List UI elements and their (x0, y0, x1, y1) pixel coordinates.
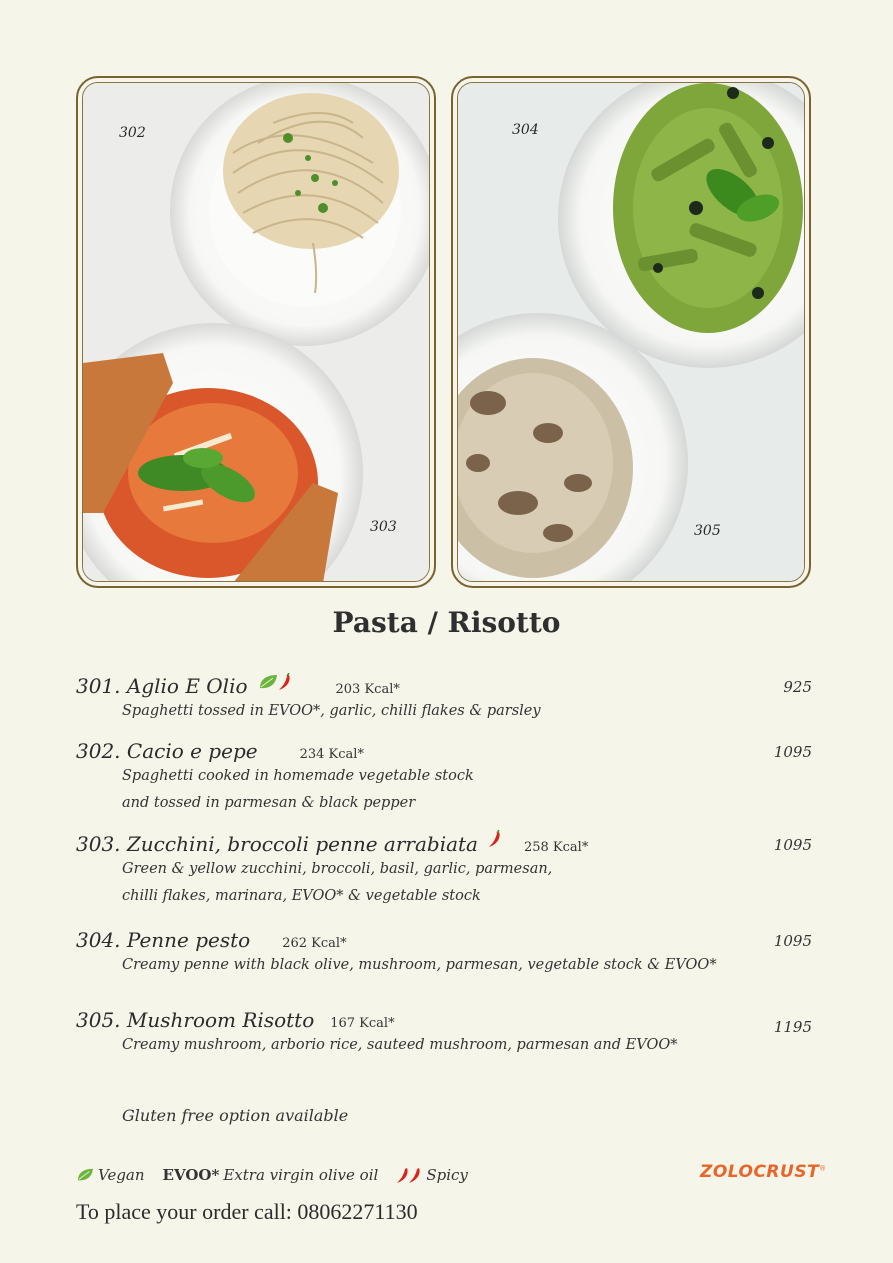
item-name: 302. Cacio e pepe (76, 739, 258, 763)
item-icons (258, 673, 292, 691)
legend-evoo-abbr: EVOO* (162, 1166, 220, 1184)
vegan-leaf-icon (76, 1168, 94, 1182)
item-kcal: 167 Kcal* (330, 1016, 395, 1031)
dish-number-305: 305 (694, 523, 721, 539)
item-name: 303. Zucchini, broccoli penne arrabiata (76, 832, 478, 856)
item-icons (488, 830, 502, 848)
dish-photo-304-305 (457, 82, 805, 582)
item-name: 301. Aglio E Olio (76, 674, 248, 698)
legend-spicy-label: Spicy (426, 1166, 468, 1184)
photo-frame-left (76, 76, 436, 588)
legend-vegan (76, 1166, 145, 1184)
item-price: 1095 (773, 932, 812, 950)
section-title: Pasta / Risotto (332, 606, 561, 639)
item-price: 925 (783, 678, 812, 696)
legend-evoo (163, 1166, 379, 1184)
dish-photo-302-303 (82, 82, 430, 582)
dish-number-302: 302 (119, 125, 146, 141)
dish-number-304: 304 (512, 122, 539, 138)
photo-frame-right (451, 76, 811, 588)
item-name: 304. Penne pesto (76, 928, 251, 952)
menu-item-301 (76, 674, 812, 725)
menu-item-304 (76, 928, 812, 979)
item-description (76, 1032, 812, 1059)
brand-name: ZOLOCRUST (700, 1162, 820, 1182)
registered-mark: ® (819, 1164, 827, 1173)
order-phone-line: To place your order call: 08062271130 (76, 1199, 418, 1224)
item-kcal: 258 Kcal* (523, 840, 589, 855)
description-line: Creamy mushroom, arborio rice, sauteed mushroom, parmesan and EVOO* (122, 1037, 678, 1053)
item-description (76, 952, 812, 979)
legend-vegan-label: Vegan (98, 1166, 145, 1184)
dish-number-303: 303 (370, 519, 397, 535)
item-price: 1095 (773, 836, 812, 854)
item-description (76, 698, 812, 725)
item-kcal: 262 Kcal* (282, 936, 347, 951)
description-line: Green & yellow zucchini, broccoli, basil, garlic, parmesan, (122, 861, 553, 877)
chilli-icon (278, 673, 292, 691)
description-line: and tossed in parmesan & black pepper (122, 795, 416, 811)
item-kcal: 203 Kcal* (335, 682, 400, 697)
item-name: 305. Mushroom Risotto (76, 1008, 315, 1032)
menu-item-303 (76, 832, 812, 910)
description-line: Spaghetti cooked in homemade vegetable stock (122, 768, 474, 784)
description-line: Creamy penne with black olive, mushroom, parmesan, vegetable stock & EVOO* (122, 957, 717, 973)
item-description (76, 856, 812, 910)
description-line: Spaghetti tossed in EVOO*, garlic, chilli flakes & parsley (122, 703, 541, 719)
legend-spicy (396, 1166, 468, 1184)
chilli-icon (488, 830, 502, 848)
brand-logo (700, 1162, 827, 1182)
menu-item-302 (76, 739, 812, 817)
menu-item-305 (76, 1008, 812, 1059)
gluten-free-note: Gluten free option available (122, 1106, 349, 1125)
item-kcal: 234 Kcal* (299, 747, 364, 762)
chilli-icon (396, 1166, 422, 1184)
item-description (76, 763, 812, 817)
description-line: chilli flakes, marinara, EVOO* & vegetable stock (122, 888, 481, 904)
vegan-leaf-icon (258, 674, 278, 690)
legend-evoo-label: Extra virgin olive oil (223, 1166, 379, 1184)
item-price: 1195 (773, 1018, 812, 1036)
item-price: 1095 (773, 743, 812, 761)
legend (76, 1166, 486, 1184)
